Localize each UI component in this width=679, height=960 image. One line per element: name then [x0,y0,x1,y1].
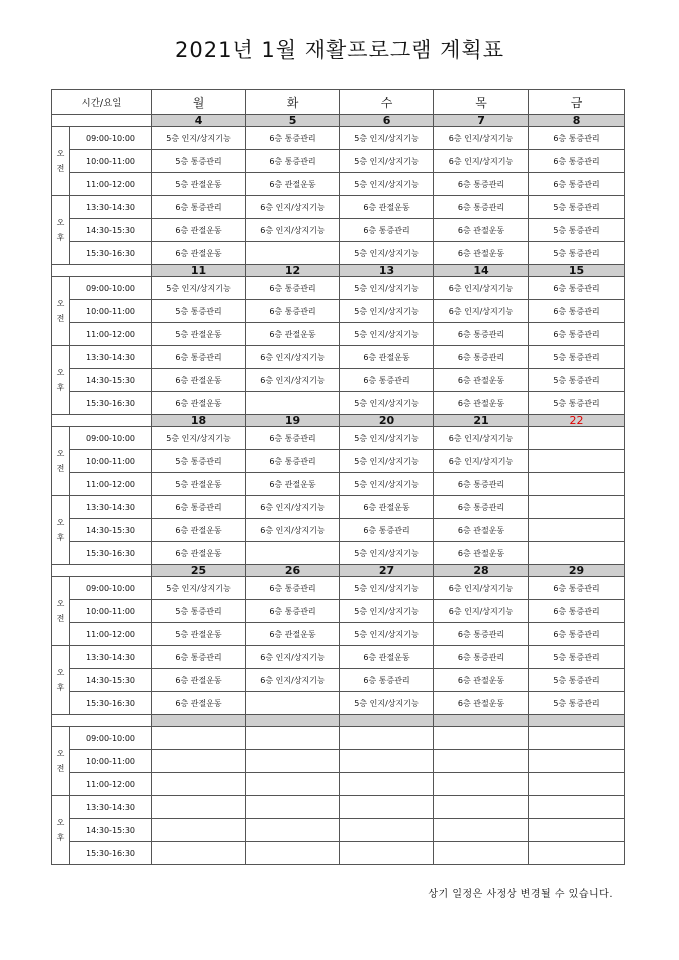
program-cell: 6층 인지/상지기능 [246,219,340,242]
program-cell: 5층 통증관리 [152,600,246,623]
time-slot: 14:30-15:30 [70,819,152,842]
time-slot: 09:00-10:00 [70,427,152,450]
date-cell: 6 [340,115,434,127]
program-cell: 5층 관절운동 [152,623,246,646]
period-label-am [52,577,70,646]
program-cell: 5층 통증관리 [152,150,246,173]
page-title: 2021년 1월 재활프로그램 계획표 [175,38,504,62]
time-slot: 10:00-11:00 [70,750,152,773]
program-cell [529,796,625,819]
time-slot: 11:00-12:00 [70,623,152,646]
time-slot: 10:00-11:00 [70,450,152,473]
time-slot: 09:00-10:00 [70,277,152,300]
program-cell: 6층 통증관리 [246,300,340,323]
program-cell: 5층 통증관리 [529,346,625,369]
time-slot: 15:30-16:30 [70,392,152,415]
table-row [52,150,625,173]
time-slot: 14:30-15:30 [70,219,152,242]
program-cell: 6층 통증관리 [246,127,340,150]
program-cell: 6층 관절운동 [246,173,340,196]
table-row [52,727,625,750]
program-cell [152,796,246,819]
date-cell: 5 [246,115,340,127]
date-cell: 21 [434,415,529,427]
date-row [52,565,625,577]
date-cell: 25 [152,565,246,577]
table-row [52,577,625,600]
program-cell [434,773,529,796]
program-cell: 5층 통증관리 [152,300,246,323]
day-header-tue: 화 [246,90,340,115]
date-row [52,265,625,277]
program-cell: 6층 관절운동 [152,369,246,392]
table-row [52,392,625,415]
date-cell: 7 [434,115,529,127]
table-row [52,750,625,773]
program-cell [246,392,340,415]
period-label-pm [52,796,70,865]
program-cell: 6층 통증관리 [340,519,434,542]
program-cell [529,773,625,796]
period-label-pm [52,196,70,265]
program-cell: 6층 관절운동 [152,219,246,242]
program-cell: 6층 통증관리 [529,577,625,600]
table-row [52,842,625,865]
period-char: 후 [56,833,65,842]
program-cell [529,496,625,519]
program-cell: 6층 통증관리 [152,196,246,219]
schedule-body [52,115,625,865]
time-slot: 15:30-16:30 [70,542,152,565]
program-cell: 6층 관절운동 [434,692,529,715]
time-slot: 11:00-12:00 [70,473,152,496]
table-row [52,173,625,196]
table-row [52,369,625,392]
program-cell: 6층 통증관리 [340,369,434,392]
program-cell [340,750,434,773]
program-cell: 6층 관절운동 [434,369,529,392]
program-cell: 5층 인지/상지기능 [152,427,246,450]
program-cell: 6층 관절운동 [434,519,529,542]
program-cell: 5층 통증관리 [529,242,625,265]
program-cell: 5층 인지/상지기능 [152,577,246,600]
program-cell [434,842,529,865]
program-cell [246,842,340,865]
time-slot: 09:00-10:00 [70,577,152,600]
date-cell: 28 [434,565,529,577]
program-cell [529,727,625,750]
table-row [52,450,625,473]
program-cell: 5층 인지/상지기능 [340,127,434,150]
program-cell [529,473,625,496]
program-cell [434,819,529,842]
program-cell: 6층 관절운동 [152,542,246,565]
program-cell [246,773,340,796]
table-row [52,623,625,646]
program-cell: 5층 인지/상지기능 [340,300,434,323]
program-cell: 6층 인지/상지기능 [246,496,340,519]
program-cell: 6층 통증관리 [340,669,434,692]
program-cell: 6층 통증관리 [529,300,625,323]
program-cell: 6층 통증관리 [152,346,246,369]
period-label-am [52,427,70,496]
table-row [52,277,625,300]
program-cell: 5층 인지/상지기능 [340,173,434,196]
program-cell: 6층 관절운동 [152,669,246,692]
time-slot: 11:00-12:00 [70,773,152,796]
program-cell: 6층 인지/상지기능 [246,196,340,219]
program-cell: 5층 통증관리 [529,646,625,669]
program-cell: 6층 관절운동 [246,623,340,646]
program-cell: 5층 인지/상지기능 [340,600,434,623]
program-cell: 6층 통증관리 [529,600,625,623]
period-label-pm [52,496,70,565]
day-header-thu: 목 [434,90,529,115]
time-slot: 11:00-12:00 [70,323,152,346]
program-cell: 5층 인지/상지기능 [152,127,246,150]
program-cell [340,796,434,819]
program-cell: 5층 인지/상지기능 [340,242,434,265]
date-cell: 14 [434,265,529,277]
period-char: 전 [56,314,65,323]
period-label-pm [52,646,70,715]
table-row [52,600,625,623]
table-row [52,127,625,150]
program-cell: 6층 통증관리 [434,473,529,496]
time-slot: 11:00-12:00 [70,173,152,196]
period-char: 오 [56,299,65,308]
program-cell [152,773,246,796]
program-cell: 5층 인지/상지기능 [340,623,434,646]
date-cell: 13 [340,265,434,277]
program-cell [529,819,625,842]
period-char: 오 [56,668,65,677]
date-cell: 15 [529,265,625,277]
program-cell: 6층 통증관리 [434,623,529,646]
time-day-header: 시간/요일 [52,90,152,115]
program-cell: 5층 인지/상지기능 [340,577,434,600]
program-cell: 5층 인지/상지기능 [340,542,434,565]
table-row [52,346,625,369]
program-cell: 5층 관절운동 [152,323,246,346]
program-cell: 6층 통증관리 [529,277,625,300]
table-row [52,669,625,692]
program-cell: 6층 통증관리 [529,150,625,173]
program-cell: 5층 통증관리 [152,450,246,473]
time-slot: 09:00-10:00 [70,727,152,750]
program-cell [246,750,340,773]
table-row [52,300,625,323]
program-cell: 6층 통증관리 [529,623,625,646]
date-row [52,415,625,427]
date-cell: 26 [246,565,340,577]
table-row [52,646,625,669]
program-cell: 6층 통증관리 [246,150,340,173]
period-char: 오 [56,449,65,458]
period-char: 후 [56,383,65,392]
day-header-fri: 금 [529,90,625,115]
program-cell: 6층 통증관리 [246,577,340,600]
time-slot: 14:30-15:30 [70,669,152,692]
program-cell [246,796,340,819]
program-cell: 5층 인지/상지기능 [340,323,434,346]
period-char: 전 [56,464,65,473]
program-cell [340,819,434,842]
program-cell: 6층 통증관리 [246,427,340,450]
time-slot: 13:30-14:30 [70,646,152,669]
program-cell: 6층 관절운동 [152,392,246,415]
period-char: 전 [56,764,65,773]
program-cell: 5층 인지/상지기능 [340,450,434,473]
program-cell: 5층 인지/상지기능 [340,392,434,415]
time-slot: 10:00-11:00 [70,300,152,323]
table-row [52,773,625,796]
program-cell: 6층 통증관리 [434,196,529,219]
date-row-spacer [52,115,152,127]
time-slot: 13:30-14:30 [70,346,152,369]
period-label-pm [52,346,70,415]
program-cell: 6층 관절운동 [434,219,529,242]
date-cell: 4 [152,115,246,127]
time-slot: 15:30-16:30 [70,842,152,865]
table-row [52,496,625,519]
program-cell: 6층 인지/상지기능 [434,150,529,173]
time-slot: 15:30-16:30 [70,242,152,265]
date-row-spacer [52,715,152,727]
date-cell: 29 [529,565,625,577]
program-cell: 5층 통증관리 [529,196,625,219]
program-cell: 6층 관절운동 [434,392,529,415]
program-cell [529,427,625,450]
program-cell: 6층 통증관리 [529,127,625,150]
program-cell: 6층 인지/상지기능 [246,519,340,542]
date-cell: 27 [340,565,434,577]
period-char: 후 [56,233,65,242]
program-cell: 5층 통증관리 [529,392,625,415]
program-cell: 6층 관절운동 [340,196,434,219]
program-cell: 5층 통증관리 [529,369,625,392]
program-cell [152,819,246,842]
program-cell [529,750,625,773]
program-cell: 6층 관절운동 [340,496,434,519]
date-cell: 19 [246,415,340,427]
date-row [52,115,625,127]
program-cell [434,796,529,819]
period-char: 후 [56,683,65,692]
table-row [52,819,625,842]
table-row [52,542,625,565]
table-row [52,473,625,496]
time-slot: 13:30-14:30 [70,196,152,219]
date-cell [340,715,434,727]
period-char: 오 [56,818,65,827]
period-label-am [52,127,70,196]
program-cell: 6층 관절운동 [434,669,529,692]
program-cell: 6층 통증관리 [529,173,625,196]
period-char: 전 [56,614,65,623]
date-row-spacer [52,265,152,277]
program-cell: 5층 인지/상지기능 [340,473,434,496]
period-char: 오 [56,149,65,158]
program-cell [340,842,434,865]
time-slot: 13:30-14:30 [70,796,152,819]
schedule-table [51,89,625,865]
time-slot: 14:30-15:30 [70,369,152,392]
date-cell: 11 [152,265,246,277]
program-cell [529,450,625,473]
table-row [52,196,625,219]
table-row [52,692,625,715]
program-cell [434,750,529,773]
time-slot: 10:00-11:00 [70,150,152,173]
program-cell: 6층 인지/상지기능 [434,277,529,300]
day-header-wed: 수 [340,90,434,115]
program-cell [246,727,340,750]
program-cell: 5층 관절운동 [152,473,246,496]
time-slot: 09:00-10:00 [70,127,152,150]
program-cell: 6층 통증관리 [434,173,529,196]
program-cell [246,242,340,265]
program-cell: 5층 인지/상지기능 [340,277,434,300]
program-cell: 6층 관절운동 [434,542,529,565]
period-char: 오 [56,368,65,377]
program-cell: 6층 통증관리 [246,450,340,473]
header-row [52,90,625,115]
period-label-am [52,277,70,346]
time-slot: 10:00-11:00 [70,600,152,623]
time-slot: 13:30-14:30 [70,496,152,519]
program-cell: 5층 인지/상지기능 [340,692,434,715]
date-row [52,715,625,727]
program-cell: 6층 통증관리 [246,277,340,300]
program-cell: 6층 통증관리 [529,323,625,346]
date-cell [434,715,529,727]
program-cell [529,542,625,565]
program-cell: 5층 관절운동 [152,173,246,196]
program-cell: 6층 관절운동 [246,473,340,496]
period-char: 오 [56,599,65,608]
program-cell: 6층 인지/상지기능 [246,646,340,669]
date-cell: 8 [529,115,625,127]
table-row [52,519,625,542]
date-cell: 22 [529,415,625,427]
program-cell: 6층 인지/상지기능 [434,427,529,450]
program-cell: 6층 통증관리 [340,219,434,242]
period-char: 후 [56,533,65,542]
program-cell: 6층 인지/상지기능 [246,669,340,692]
program-cell: 5층 인지/상지기능 [340,150,434,173]
program-cell: 6층 인지/상지기능 [246,346,340,369]
program-cell: 6층 관절운동 [340,646,434,669]
program-cell: 6층 관절운동 [152,242,246,265]
program-cell: 6층 인지/상지기능 [434,577,529,600]
table-row [52,242,625,265]
program-cell: 6층 관절운동 [152,519,246,542]
program-cell [340,727,434,750]
program-cell: 6층 관절운동 [152,692,246,715]
date-row-spacer [52,565,152,577]
date-row-spacer [52,415,152,427]
date-cell: 12 [246,265,340,277]
program-cell [152,727,246,750]
table-row [52,427,625,450]
day-header-mon: 월 [152,90,246,115]
program-cell [152,750,246,773]
program-cell: 6층 인지/상지기능 [434,450,529,473]
program-cell: 6층 통증관리 [434,646,529,669]
program-cell: 5층 통증관리 [529,669,625,692]
program-cell: 6층 인지/상지기능 [434,127,529,150]
program-cell: 6층 통증관리 [246,600,340,623]
date-cell [529,715,625,727]
program-cell [529,519,625,542]
program-cell [340,773,434,796]
date-cell: 20 [340,415,434,427]
program-cell: 6층 인지/상지기능 [434,600,529,623]
table-row [52,219,625,242]
program-cell: 6층 통증관리 [434,346,529,369]
program-cell: 6층 관절운동 [246,323,340,346]
period-char: 오 [56,218,65,227]
program-cell: 5층 인지/상지기능 [152,277,246,300]
time-slot: 15:30-16:30 [70,692,152,715]
period-char: 전 [56,164,65,173]
table-row [52,796,625,819]
table-row [52,323,625,346]
program-cell [246,819,340,842]
program-cell: 6층 통증관리 [152,496,246,519]
program-cell: 5층 통증관리 [529,219,625,242]
program-cell: 5층 통증관리 [529,692,625,715]
period-label-am [52,727,70,796]
program-cell [529,842,625,865]
program-cell: 6층 인지/상지기능 [246,369,340,392]
program-cell [434,727,529,750]
footnote: 상기 일정은 사정상 변경될 수 있습니다. [428,889,613,900]
program-cell [246,542,340,565]
program-cell: 6층 관절운동 [434,242,529,265]
date-cell: 18 [152,415,246,427]
time-slot: 14:30-15:30 [70,519,152,542]
program-cell [152,842,246,865]
period-char: 오 [56,749,65,758]
program-cell [246,692,340,715]
program-cell: 6층 통증관리 [152,646,246,669]
program-cell: 6층 통증관리 [434,323,529,346]
program-cell: 6층 통증관리 [434,496,529,519]
program-cell: 5층 인지/상지기능 [340,427,434,450]
date-cell [152,715,246,727]
date-cell [246,715,340,727]
program-cell: 6층 관절운동 [340,346,434,369]
period-char: 오 [56,518,65,527]
program-cell: 6층 인지/상지기능 [434,300,529,323]
